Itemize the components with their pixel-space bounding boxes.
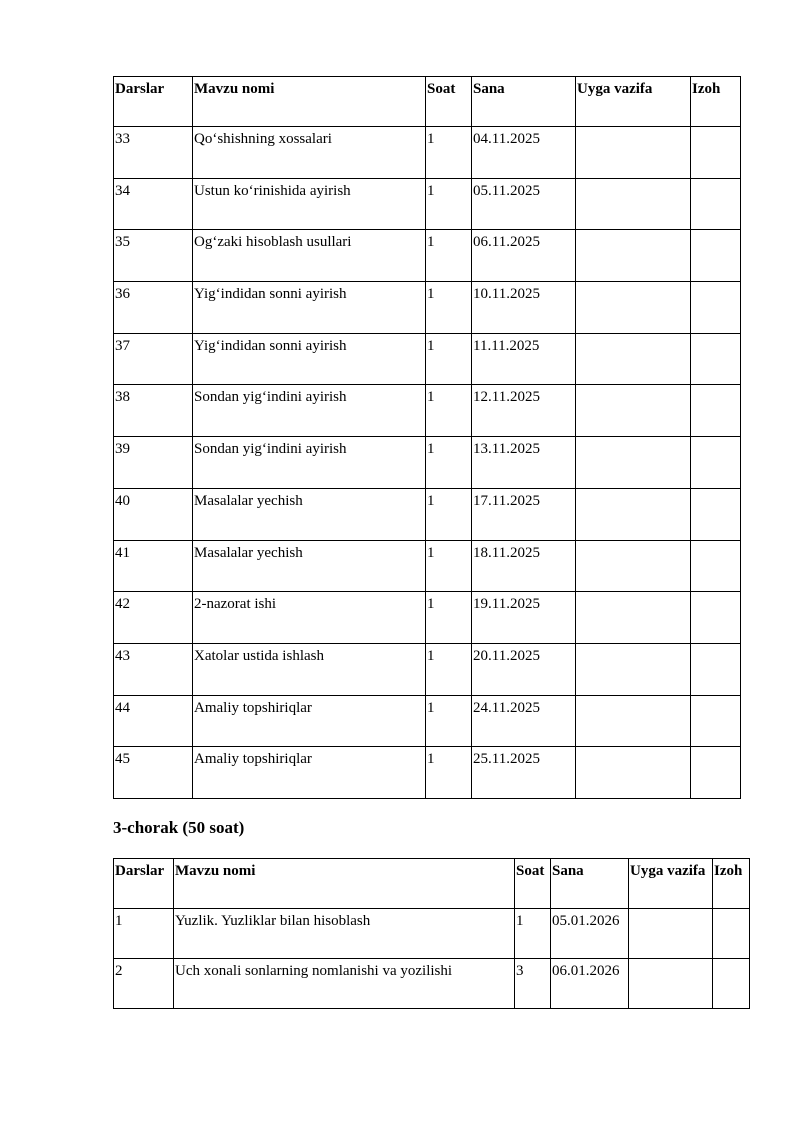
date-cell: 04.11.2025 <box>472 127 576 179</box>
date-cell: 12.11.2025 <box>472 385 576 437</box>
topic-cell: Ustun ko‘rinishida ayirish <box>193 178 426 230</box>
date-cell: 05.01.2026 <box>551 909 629 959</box>
lesson-number-cell: 2 <box>114 959 174 1009</box>
lesson-number-cell: 41 <box>114 540 193 592</box>
table-row <box>114 127 741 179</box>
topic-cell: Masalalar yechish <box>193 488 426 540</box>
hours-cell: 1 <box>426 178 472 230</box>
hours-cell: 1 <box>426 437 472 489</box>
date-cell: 20.11.2025 <box>472 643 576 695</box>
homework-cell <box>576 230 691 282</box>
homework-cell <box>576 127 691 179</box>
note-cell <box>691 178 741 230</box>
topic-cell: Amaliy topshiriqlar <box>193 695 426 747</box>
date-cell: 19.11.2025 <box>472 592 576 644</box>
hours-cell: 1 <box>426 488 472 540</box>
table-header-row <box>114 859 750 909</box>
note-cell <box>691 437 741 489</box>
header-soat: Soat <box>515 859 551 909</box>
table-row <box>114 230 741 282</box>
header-darslar: Darslar <box>114 859 174 909</box>
lesson-number-cell: 40 <box>114 488 193 540</box>
note-cell <box>691 488 741 540</box>
table-row <box>114 747 741 799</box>
table-row <box>114 437 741 489</box>
table-row <box>114 178 741 230</box>
homework-cell <box>576 333 691 385</box>
table-row <box>114 695 741 747</box>
lesson-number-cell: 44 <box>114 695 193 747</box>
lesson-number-cell: 38 <box>114 385 193 437</box>
hours-cell: 1 <box>426 333 472 385</box>
note-cell <box>691 540 741 592</box>
header-darslar: Darslar <box>114 77 193 127</box>
topic-cell: Uch xonali sonlarning nomlanishi va yozilishi <box>174 959 515 1009</box>
lesson-number-cell: 34 <box>114 178 193 230</box>
header-izoh: Izoh <box>691 77 741 127</box>
note-cell <box>691 643 741 695</box>
hours-cell: 3 <box>515 959 551 1009</box>
note-cell <box>691 695 741 747</box>
date-cell: 10.11.2025 <box>472 282 576 334</box>
header-uyga-vazifa: Uyga vazifa <box>629 859 713 909</box>
topic-cell: Masalalar yechish <box>193 540 426 592</box>
header-mavzu-nomi: Mavzu nomi <box>174 859 515 909</box>
hours-cell: 1 <box>426 643 472 695</box>
lesson-number-cell: 42 <box>114 592 193 644</box>
table-row <box>114 385 741 437</box>
topic-cell: Xatolar ustida ishlash <box>193 643 426 695</box>
note-cell <box>691 592 741 644</box>
table-row <box>114 540 741 592</box>
topic-cell: Yig‘indidan sonni ayirish <box>193 282 426 334</box>
lesson-number-cell: 1 <box>114 909 174 959</box>
header-soat: Soat <box>426 77 472 127</box>
lesson-number-cell: 36 <box>114 282 193 334</box>
topic-cell: 2-nazorat ishi <box>193 592 426 644</box>
topic-cell: Sondan yig‘indini ayirish <box>193 437 426 489</box>
header-mavzu-nomi: Mavzu nomi <box>193 77 426 127</box>
note-cell <box>691 385 741 437</box>
topic-cell: Qo‘shishning xossalari <box>193 127 426 179</box>
table-row <box>114 282 741 334</box>
table-row <box>114 592 741 644</box>
homework-cell <box>576 540 691 592</box>
date-cell: 11.11.2025 <box>472 333 576 385</box>
date-cell: 06.01.2026 <box>551 959 629 1009</box>
hours-cell: 1 <box>426 695 472 747</box>
homework-cell <box>576 488 691 540</box>
note-cell <box>713 909 750 959</box>
note-cell <box>691 230 741 282</box>
homework-cell <box>576 643 691 695</box>
table-header-row <box>114 77 741 127</box>
table-row <box>114 643 741 695</box>
date-cell: 17.11.2025 <box>472 488 576 540</box>
header-sana: Sana <box>472 77 576 127</box>
date-cell: 05.11.2025 <box>472 178 576 230</box>
lesson-number-cell: 35 <box>114 230 193 282</box>
topic-cell: Yuzlik. Yuzliklar bilan hisoblash <box>174 909 515 959</box>
homework-cell <box>576 747 691 799</box>
homework-cell <box>576 437 691 489</box>
topic-cell: Yig‘indidan sonni ayirish <box>193 333 426 385</box>
homework-cell <box>576 385 691 437</box>
hours-cell: 1 <box>426 127 472 179</box>
date-cell: 24.11.2025 <box>472 695 576 747</box>
hours-cell: 1 <box>426 230 472 282</box>
hours-cell: 1 <box>426 282 472 334</box>
table-row <box>114 333 741 385</box>
topic-cell: Og‘zaki hisoblash usullari <box>193 230 426 282</box>
homework-cell <box>576 592 691 644</box>
homework-cell <box>576 282 691 334</box>
homework-cell <box>576 178 691 230</box>
note-cell <box>691 282 741 334</box>
header-sana: Sana <box>551 859 629 909</box>
lesson-number-cell: 39 <box>114 437 193 489</box>
lesson-number-cell: 45 <box>114 747 193 799</box>
section-title-3rd-quarter: 3-chorak (50 soat) <box>113 818 245 837</box>
table-row <box>114 488 741 540</box>
lesson-number-cell: 33 <box>114 127 193 179</box>
header-izoh: Izoh <box>713 859 750 909</box>
note-cell <box>691 747 741 799</box>
lesson-plan-table-3rd-quarter <box>113 858 750 1009</box>
date-cell: 06.11.2025 <box>472 230 576 282</box>
lesson-number-cell: 43 <box>114 643 193 695</box>
hours-cell: 1 <box>515 909 551 959</box>
hours-cell: 1 <box>426 540 472 592</box>
topic-cell: Amaliy topshiriqlar <box>193 747 426 799</box>
hours-cell: 1 <box>426 747 472 799</box>
homework-cell <box>629 909 713 959</box>
note-cell <box>691 127 741 179</box>
date-cell: 13.11.2025 <box>472 437 576 489</box>
topic-cell: Sondan yig‘indini ayirish <box>193 385 426 437</box>
lesson-plan-table-2nd-quarter <box>113 76 741 799</box>
note-cell <box>691 333 741 385</box>
note-cell <box>713 959 750 1009</box>
header-uyga-vazifa: Uyga vazifa <box>576 77 691 127</box>
table-row <box>114 959 750 1009</box>
table-row <box>114 909 750 959</box>
hours-cell: 1 <box>426 385 472 437</box>
homework-cell <box>629 959 713 1009</box>
homework-cell <box>576 695 691 747</box>
date-cell: 25.11.2025 <box>472 747 576 799</box>
lesson-number-cell: 37 <box>114 333 193 385</box>
hours-cell: 1 <box>426 592 472 644</box>
date-cell: 18.11.2025 <box>472 540 576 592</box>
